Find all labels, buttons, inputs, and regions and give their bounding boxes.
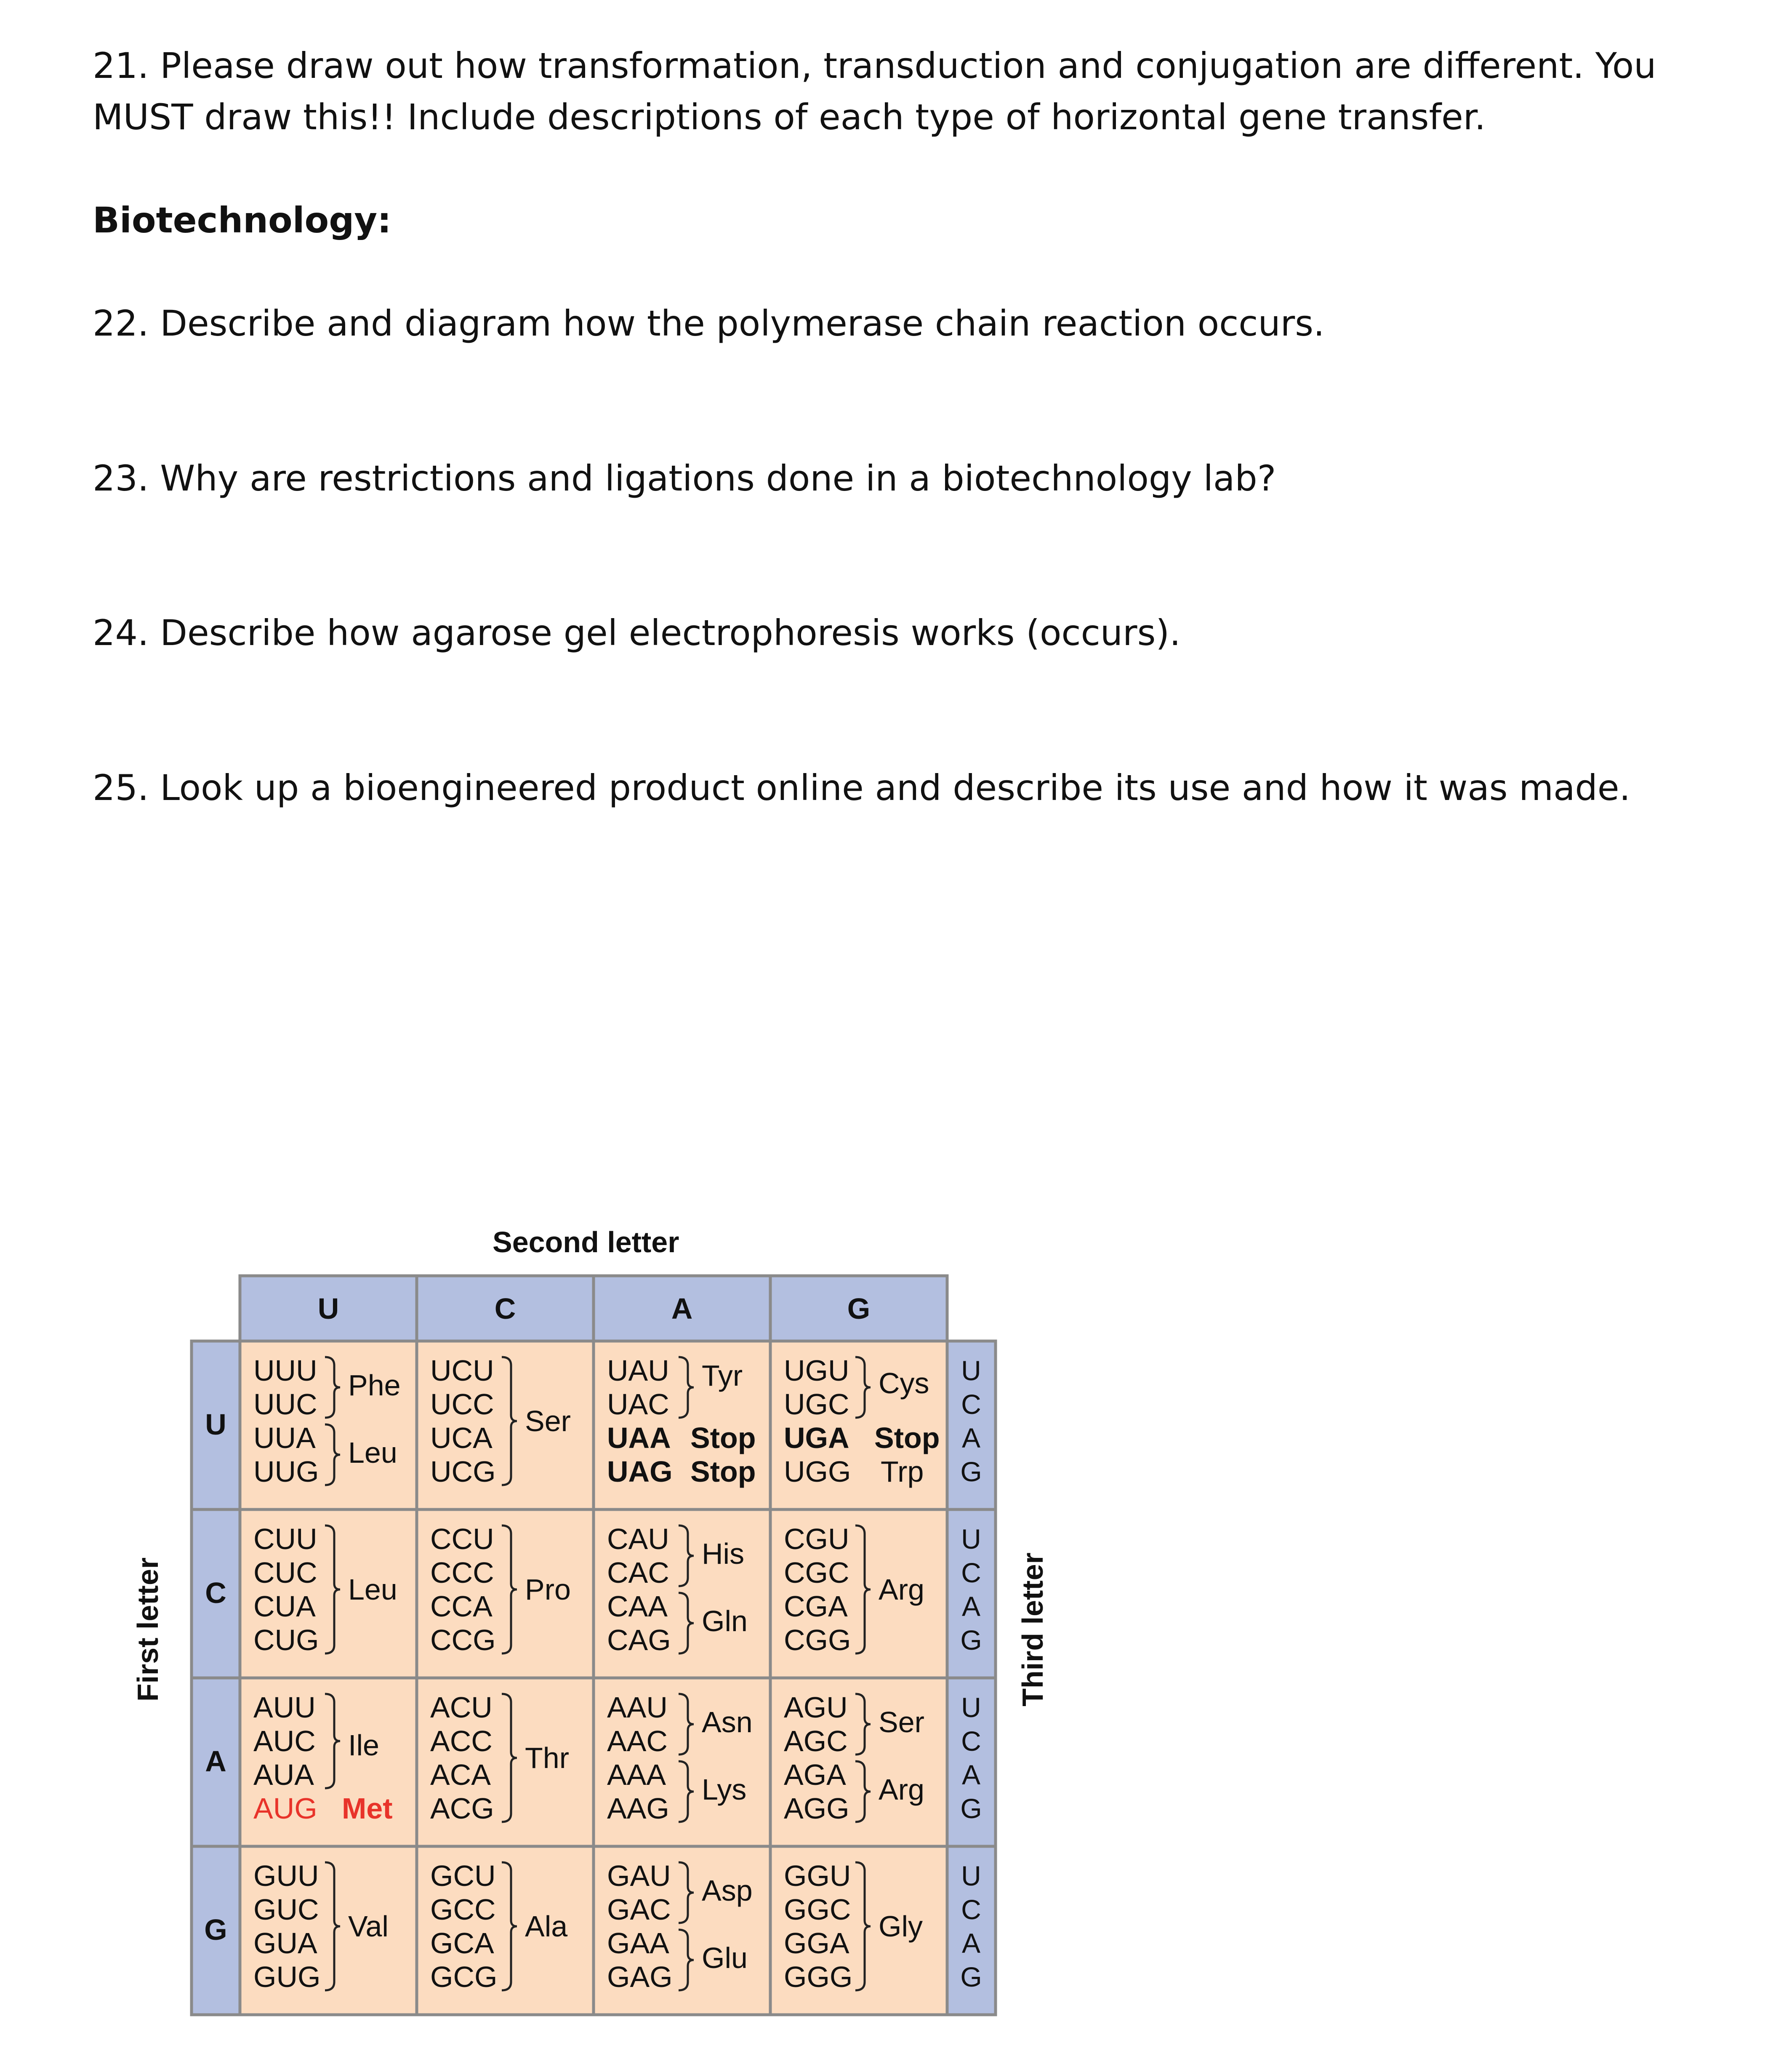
amino-acid-trp: Trp xyxy=(881,1455,924,1488)
codon-gac: GAC xyxy=(607,1893,671,1926)
codon-auc: AUC xyxy=(253,1725,316,1757)
amino-acid-thr: Thr xyxy=(525,1741,569,1774)
codon-ucc: UCC xyxy=(430,1388,494,1421)
codon-cac: CAC xyxy=(607,1556,669,1589)
second-letter-title: Second letter xyxy=(493,1226,679,1259)
third-letter-c: C xyxy=(961,1725,981,1757)
codon-cgc: CGC xyxy=(784,1556,849,1589)
row-header-a: A xyxy=(205,1745,226,1778)
codon-guc: GUC xyxy=(253,1893,319,1926)
codon-aac: AAC xyxy=(607,1725,668,1757)
question-21: 21. Please draw out how transformation, transduction and conjugation are different. You MUST draw this!! Include descriptions of each type of horizontal gene transfer. xyxy=(93,45,1656,138)
codon-ggc: GGC xyxy=(784,1893,851,1926)
codon-gug: GUG xyxy=(253,1960,321,1993)
amino-acid-gln: Gln xyxy=(702,1605,748,1637)
third-letter-c: C xyxy=(961,1894,981,1925)
codon-gcc: GCC xyxy=(430,1893,496,1926)
codon-aau: AAU xyxy=(607,1691,668,1724)
first-letter-title: First letter xyxy=(131,1557,165,1702)
codon-gcg: GCG xyxy=(430,1960,498,1993)
codon-ucu: UCU xyxy=(430,1354,494,1387)
amino-acid-cys: Cys xyxy=(879,1367,929,1400)
third-letter-a: A xyxy=(961,1759,981,1790)
amino-acid-ser: Ser xyxy=(525,1405,571,1437)
codon-gga: GGA xyxy=(784,1927,849,1960)
codon-acc: ACC xyxy=(430,1725,493,1757)
codon-agu: AGU xyxy=(784,1691,848,1724)
amino-acid-leu: Leu xyxy=(348,1436,397,1469)
amino-acid-ala: Ala xyxy=(525,1910,568,1943)
codon-gag: GAG xyxy=(607,1960,673,1993)
third-letter-a: A xyxy=(961,1928,981,1959)
column-header-c: C xyxy=(494,1292,516,1325)
codon-gca: GCA xyxy=(430,1927,494,1960)
third-letter-c: C xyxy=(961,1557,981,1588)
amino-acid-ile: Ile xyxy=(348,1729,379,1762)
codon-cau: CAU xyxy=(607,1523,669,1555)
amino-acid-arg: Arg xyxy=(879,1573,924,1606)
codon-aaa: AAA xyxy=(607,1758,666,1791)
codon-caa: CAA xyxy=(607,1590,668,1623)
question-24: 24. Describe how agarose gel electrophoresis works (occurs). xyxy=(93,612,1181,653)
codon-gcu: GCU xyxy=(430,1859,496,1892)
codon-cag: CAG xyxy=(607,1624,671,1656)
row-header-g: G xyxy=(204,1913,227,1946)
third-letter-a: A xyxy=(961,1422,981,1453)
third-letter-g: G xyxy=(960,1624,982,1656)
section-title-biotechnology: Biotechnology: xyxy=(93,200,391,241)
codon-uua: UUA xyxy=(253,1421,316,1454)
codon-aag: AAG xyxy=(607,1792,669,1825)
codon-cua: CUA xyxy=(253,1590,316,1623)
codon-aca: ACA xyxy=(430,1758,491,1791)
third-letter-u: U xyxy=(961,1355,981,1386)
amino-acid-gly: Gly xyxy=(879,1910,923,1943)
amino-acid-ser: Ser xyxy=(879,1706,924,1739)
codon-uau: UAU xyxy=(607,1354,669,1387)
codon-uaa: UAA xyxy=(607,1421,671,1454)
codon-cug: CUG xyxy=(253,1624,319,1656)
column-header-a: A xyxy=(671,1292,693,1325)
codon-agg: AGG xyxy=(784,1792,849,1825)
codon-ggu: GGU xyxy=(784,1859,851,1892)
amino-acid-leu: Leu xyxy=(348,1573,397,1606)
codon-gua: GUA xyxy=(253,1927,317,1960)
codon-gau: GAU xyxy=(607,1859,671,1892)
amino-acid-pro: Pro xyxy=(525,1573,571,1606)
codon-ccu: CCU xyxy=(430,1523,494,1555)
third-letter-g: G xyxy=(960,1793,982,1824)
codon-aga: AGA xyxy=(784,1758,846,1791)
amino-acid-asn: Asn xyxy=(702,1706,753,1739)
column-header-u: U xyxy=(317,1292,339,1325)
codon-cca: CCA xyxy=(430,1590,493,1623)
codon-ugc: UGC xyxy=(784,1388,849,1421)
codon-cgu: CGU xyxy=(784,1523,849,1555)
codon-gaa: GAA xyxy=(607,1927,669,1960)
codon-ggg: GGG xyxy=(784,1960,853,1993)
column-header-g: G xyxy=(847,1292,871,1325)
codon-auu: AUU xyxy=(253,1691,316,1724)
amino-acid-lys: Lys xyxy=(702,1773,747,1806)
codon-ccg: CCG xyxy=(430,1624,496,1656)
question-25: 25. Look up a bioengineered product online and describe its use and how it was made. xyxy=(93,767,1631,808)
third-letter-g: G xyxy=(960,1456,982,1487)
codon-uag: UAG xyxy=(607,1455,673,1488)
codon-uuu: UUU xyxy=(253,1354,317,1387)
row-header-c: C xyxy=(205,1576,226,1609)
amino-acid-glu: Glu xyxy=(702,1941,748,1974)
amino-acid-his: His xyxy=(702,1537,745,1570)
codon-aug: AUG xyxy=(253,1792,317,1825)
question-22: 22. Describe and diagram how the polymerase chain reaction occurs. xyxy=(93,303,1325,344)
codon-cgg: CGG xyxy=(784,1624,851,1656)
stop-label: Stop xyxy=(690,1455,756,1488)
third-letter-title: Third letter xyxy=(1016,1552,1049,1707)
codon-uac: UAC xyxy=(607,1388,669,1421)
third-letter-a: A xyxy=(961,1591,981,1622)
amino-acid-arg: Arg xyxy=(879,1773,924,1806)
codon-acg: ACG xyxy=(430,1792,494,1825)
codon-uca: UCA xyxy=(430,1421,493,1454)
codon-uug: UUG xyxy=(253,1455,319,1488)
row-header-u: U xyxy=(205,1408,226,1441)
third-letter-u: U xyxy=(961,1523,981,1555)
codon-ccc: CCC xyxy=(430,1556,494,1589)
third-letter-g: G xyxy=(960,1961,982,1992)
codon-acu: ACU xyxy=(430,1691,493,1724)
third-letter-c: C xyxy=(961,1389,981,1420)
codon-cuc: CUC xyxy=(253,1556,317,1589)
amino-acid-tyr: Tyr xyxy=(702,1359,743,1392)
third-letter-u: U xyxy=(961,1860,981,1891)
codon-ucg: UCG xyxy=(430,1455,496,1488)
stop-label: Stop xyxy=(874,1421,940,1454)
stop-label: Stop xyxy=(690,1421,756,1454)
codon-cga: CGA xyxy=(784,1590,848,1623)
codon-agc: AGC xyxy=(784,1725,848,1757)
codon-uuc: UUC xyxy=(253,1388,317,1421)
codon-ugg: UGG xyxy=(784,1455,851,1488)
codon-guu: GUU xyxy=(253,1859,319,1892)
codon-aua: AUA xyxy=(253,1758,314,1791)
amino-acid-val: Val xyxy=(348,1910,389,1943)
codon-uga: UGA xyxy=(784,1421,849,1454)
question-23: 23. Why are restrictions and ligations done in a biotechnology lab? xyxy=(93,458,1276,499)
codon-ugu: UGU xyxy=(784,1354,849,1387)
third-letter-u: U xyxy=(961,1692,981,1723)
codon-cuu: CUU xyxy=(253,1523,317,1555)
amino-acid-asp: Asp xyxy=(702,1874,753,1907)
amino-acid-met: Met xyxy=(342,1792,393,1825)
amino-acid-phe: Phe xyxy=(348,1369,401,1402)
